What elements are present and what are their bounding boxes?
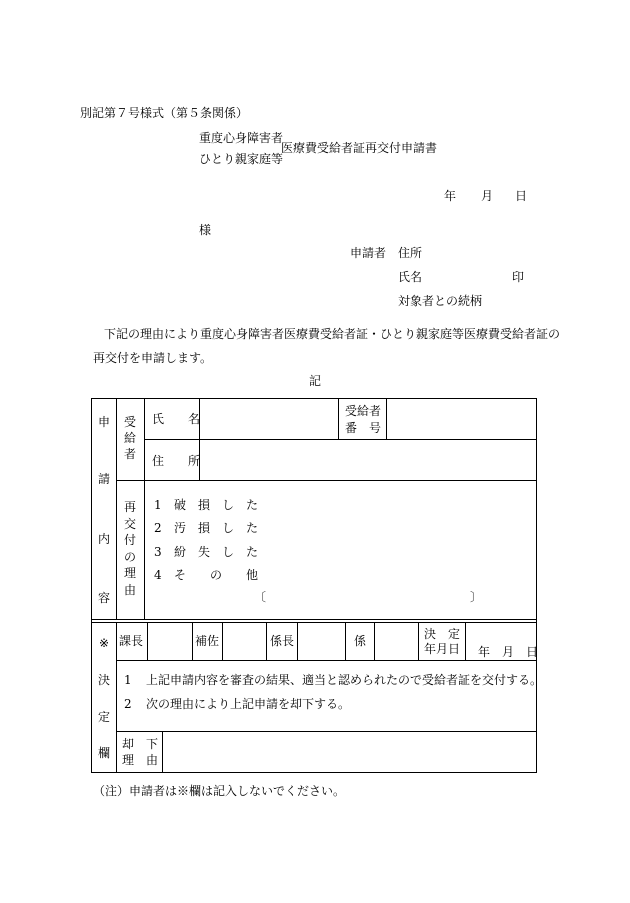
- intro-line2: 再交付を申請します。: [93, 351, 213, 365]
- reject-label-divider: [162, 731, 163, 773]
- row-divider-address: [116, 480, 536, 481]
- approver-staff: 係: [354, 634, 367, 648]
- reason-text-1: 破 損 し た: [174, 498, 259, 512]
- decision-char-1: 決: [97, 673, 110, 687]
- section-application-char-1: 申: [97, 415, 110, 429]
- table-right-border: [536, 398, 537, 773]
- decision-item-num-1: 1: [124, 673, 132, 687]
- reason-text-3: 紛 失 し た: [174, 545, 259, 559]
- decision-date-label-2: 年月日: [424, 642, 461, 656]
- recipient-no-label-1: 受給者: [345, 404, 382, 418]
- approver-divider-4: [266, 622, 267, 660]
- name-label: 氏名: [398, 270, 423, 284]
- label-divider: [144, 398, 145, 620]
- reject-reason-label-1: 却 下: [122, 737, 159, 751]
- document-title: 医療費受給者証再交付申請書: [281, 141, 438, 155]
- section-divider: [116, 398, 117, 620]
- approver-subsection-chief: 係長: [270, 634, 295, 648]
- address-label: 住所: [398, 246, 423, 260]
- title-line1: 重度心身障害者: [199, 131, 284, 145]
- approver-row-bottom: [116, 660, 536, 661]
- approver-divider-5: [297, 622, 298, 660]
- approver-assistant: 補佐: [195, 634, 220, 648]
- decision-date-label-1: 決 定: [424, 627, 461, 641]
- reason-text-4: そ の 他: [174, 568, 259, 582]
- recipient-no-right: [386, 398, 387, 439]
- relation-label: 対象者との続柄: [398, 294, 483, 308]
- approver-divider-7: [374, 622, 375, 660]
- seal-label: 印: [512, 270, 525, 284]
- recipient-vertical-label: 受 給 者: [123, 415, 136, 461]
- bracket-open: 〔: [254, 590, 267, 604]
- approver-divider-6: [345, 622, 346, 660]
- items-row-bottom: [116, 731, 536, 732]
- section-application-char-2: 請: [97, 472, 110, 486]
- form-label: 別記第７号様式（第５条関係）: [80, 106, 249, 120]
- approver-section-chief: 課長: [119, 634, 144, 648]
- section-application-char-3: 内: [97, 532, 110, 546]
- date-month: 月: [481, 189, 494, 203]
- ki-label: 記: [309, 374, 322, 388]
- recipient-no-left: [338, 398, 339, 439]
- table-top-border: [91, 398, 537, 399]
- approver-divider-1: [147, 622, 148, 660]
- reason-vertical-label: 再 交 付 の 理 由: [123, 500, 136, 597]
- reason-num-2: 2: [154, 521, 162, 535]
- footnote: （注）申請者は※欄は記入しないでください。: [93, 784, 346, 798]
- date-year: 年: [444, 189, 457, 203]
- title-line2: ひとり親家庭等: [199, 152, 284, 166]
- approver-divider-3: [222, 622, 223, 660]
- approver-divider-8: [418, 622, 419, 660]
- approver-divider-9: [465, 622, 466, 660]
- name-field-label: 氏 名: [152, 412, 201, 426]
- section-double-line-2: [91, 622, 537, 623]
- decision-item-text-2: 次の理由により上記申請を却下する。: [146, 697, 351, 711]
- address-field-label: 住 所: [152, 454, 201, 468]
- reason-text-2: 汚 損 し た: [174, 521, 259, 535]
- reason-num-3: 3: [154, 545, 162, 559]
- intro-line1: 下記の理由により重度心身障害者医療費受給者証・ひとり親家庭等医療費受給者証の: [104, 327, 561, 341]
- decision-char-2: 定: [97, 710, 110, 724]
- row-divider-name: [144, 439, 536, 440]
- section-double-line-1: [91, 619, 537, 620]
- decision-item-text-1: 上記申請内容を審査の結果、適当と認められたので受給者証を交付する。: [146, 673, 543, 687]
- applicant-label: 申請者: [350, 246, 387, 260]
- office-use-mark: ※: [98, 636, 110, 650]
- decision-label-divider: [116, 622, 117, 773]
- table-left-border: [91, 398, 92, 773]
- addressee-suffix: 様: [199, 223, 212, 237]
- section-application-char-4: 容: [97, 591, 110, 605]
- recipient-no-label-2: 番 号: [345, 421, 382, 435]
- bracket-close: 〕: [470, 590, 483, 604]
- decision-date-value: 年 月 日: [478, 645, 539, 659]
- reason-num-4: 4: [154, 568, 162, 582]
- table-bottom-border: [91, 772, 537, 773]
- reason-num-1: 1: [154, 498, 162, 512]
- approver-divider-2: [192, 622, 193, 660]
- date-day: 日: [515, 189, 528, 203]
- decision-char-3: 欄: [97, 746, 110, 760]
- reject-reason-label-2: 理 由: [122, 753, 159, 767]
- decision-item-num-2: 2: [124, 697, 132, 711]
